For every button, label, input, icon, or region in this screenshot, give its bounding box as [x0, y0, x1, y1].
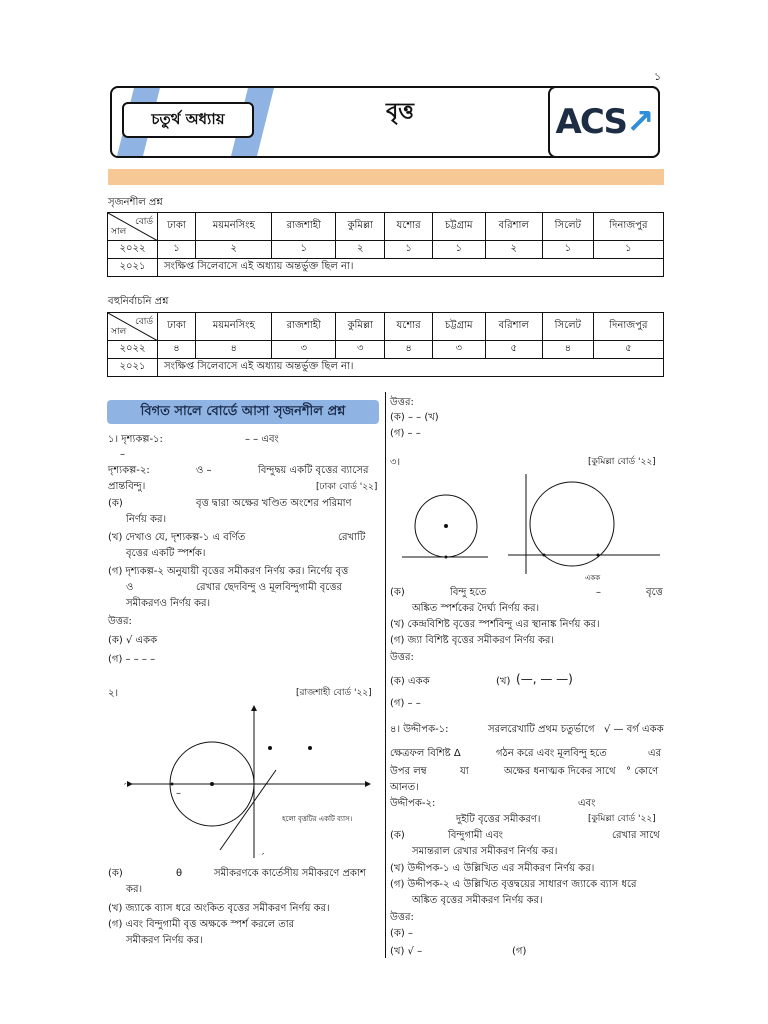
column-divider	[385, 392, 386, 958]
q4-line3d: ° কোণে	[626, 766, 659, 777]
board-header: কুমিল্লা	[336, 313, 385, 341]
year-cell: ২০২১	[108, 359, 158, 377]
q1-ka-text: বৃত্ত দ্বারা অক্ষের খণ্ডিত অংশের পরিমাণ	[196, 498, 352, 509]
count-cell: ৪	[542, 341, 593, 359]
q4-line2c: এর	[648, 748, 662, 759]
q2-ka-theta: θ	[176, 868, 183, 879]
count-cell: ১	[385, 241, 432, 259]
q3-answer-ka: (ক) একক	[390, 676, 430, 687]
q2-ka-label: (ক)	[108, 868, 123, 879]
count-cell: ৪	[196, 341, 272, 359]
q2-ga-text2: সমীকরণ নির্ণয় কর।	[126, 935, 203, 946]
logo-text: ACS	[555, 102, 626, 142]
page-number: ১	[654, 70, 662, 83]
q4-source: [কুমিল্লা বোর্ড '২২]	[588, 814, 656, 824]
q2-fig-tick: ′	[124, 782, 127, 793]
syllabus-note: সংক্ষিপ্ত সিলেবাসে এই অধ্যায় অন্তর্ভুক্ত ছিল না।	[158, 359, 664, 377]
q4-line1b: সরলরেখাটি প্রথম চতুর্ভাগে	[488, 724, 595, 735]
board-header: সিলেট	[542, 213, 593, 241]
q3-ka-dash: –	[596, 587, 601, 598]
q4-answer-ka: (ক) –	[390, 928, 413, 939]
board-header: যশোর	[385, 213, 432, 241]
corner-year: সাল	[111, 327, 127, 337]
board-header: রাজশাহী	[272, 213, 336, 241]
acs-logo	[556, 102, 653, 142]
board-header: সিলেট	[542, 313, 593, 341]
q2-fig-dash: –	[176, 788, 181, 799]
creative-section-label: সৃজনশীল প্রশ্ন	[108, 197, 163, 208]
q3-ka-text: বিন্দু হতে	[450, 587, 487, 598]
q4-ga-text2: অঙ্কিত বৃত্তের সমীকরণ নির্ণয় কর।	[412, 895, 543, 906]
q2-source: [রাজশাহী বোর্ড '২২]	[296, 688, 372, 698]
q4-line2b: গঠন করে এবং মূলবিন্দু হতে	[496, 748, 607, 759]
table-row	[108, 259, 664, 277]
corner-board: বোর্ড	[135, 317, 153, 327]
q4-line5a: উদ্দীপক-২:	[390, 798, 436, 809]
board-header: দিনাজপুর	[593, 213, 663, 241]
q4-answer-label: উত্তর:	[390, 912, 414, 923]
q4-line1a: ৪। উদ্দীপক-১:	[390, 724, 449, 735]
q1-line3a: দৃশ্যকল্প-২:	[108, 465, 150, 476]
q2-kha-text: (খ) জ্যাকে ব্যাস ধরে অংকিত বৃত্তের সমীকরণ নির্ণয় কর।	[108, 903, 330, 914]
count-cell: ৩	[432, 341, 485, 359]
board-header: ময়মনসিংহ	[196, 213, 272, 241]
q4-line1c: √ — বর্গ একক	[604, 724, 664, 735]
mcq-section-label: বহুনির্বাচনি প্রশ্ন	[108, 296, 169, 307]
count-cell: ১	[593, 241, 663, 259]
q4-line6: দুইটি বৃত্তের সমীকরণ।	[456, 814, 541, 825]
q3-ga-text: (গ) জ্যা বিশিষ্ট বৃত্তের সমীকরণ নির্ণয় কর।	[390, 635, 555, 646]
prev-answer-ga: (গ) – –	[390, 428, 421, 439]
table-corner	[108, 213, 158, 241]
corner-year: সাল	[111, 227, 127, 237]
q1-kha-text2: রেখাটি	[338, 532, 366, 543]
logo-arrow-icon: ↗	[625, 102, 653, 142]
q2-ka-text2: কর।	[126, 884, 143, 895]
q3-fig-label: একক	[585, 574, 601, 582]
table-corner	[108, 313, 158, 341]
q1-line2: –	[120, 449, 125, 460]
table-row	[108, 359, 664, 377]
board-header: ঢাকা	[158, 313, 196, 341]
q4-answer-kha: (খ) √ –	[390, 946, 423, 957]
board-header: ময়মনসিংহ	[196, 313, 272, 341]
count-cell: ৫	[593, 341, 663, 359]
count-cell: ৪	[385, 341, 432, 359]
creative-board-table	[107, 212, 664, 277]
chapter-title: বৃত্ত	[386, 99, 414, 124]
q4-line2a: ক্ষেত্রফল বিশিষ্ট Δ	[390, 748, 461, 759]
year-cell: ২০২২	[108, 241, 158, 259]
q3-ka-text3: অঙ্কিত স্পর্শকের দৈর্ঘ্য নির্ণয় কর।	[412, 603, 540, 614]
q2-circle-figure	[120, 700, 380, 865]
q4-line4: আনত।	[390, 782, 419, 793]
q1-line1b: – – এবং	[245, 434, 279, 445]
q1-source: [ঢাকা বোর্ড '২২]	[316, 482, 378, 492]
board-header: চট্টগ্রাম	[432, 313, 485, 341]
q3-answer-label: উত্তর:	[390, 652, 414, 663]
q1-ka-text2: নির্ণয় কর।	[126, 514, 167, 525]
q3-answer-kha-value: (—, — —)	[516, 672, 573, 686]
q3-answer-ga: (গ) – –	[390, 698, 421, 709]
q1-kha-text: (খ) দেখাও যে, দৃশ্যকল্প-১ এ বর্ণিত	[108, 532, 246, 543]
prev-answer-ka: (ক) – – (খ)	[390, 412, 439, 423]
board-header: বরিশাল	[485, 213, 542, 241]
q1-ka-label: (ক)	[108, 498, 123, 509]
count-cell: ১	[542, 241, 593, 259]
q1-ga-text2: ও	[126, 582, 134, 593]
prev-answer-label: উত্তর:	[390, 397, 414, 408]
past-board-questions-heading: বিগত সালে বোর্ডে আসা সৃজনশীল প্রশ্ন	[107, 400, 379, 424]
board-header: চট্টগ্রাম	[432, 213, 485, 241]
q1-ga-text4: সমীকরণও নির্ণয় কর।	[126, 598, 211, 609]
table-row	[108, 241, 664, 259]
q1-line3c: বিন্দুদ্বয় একটি বৃত্তের ব্যাসের	[258, 465, 369, 476]
q3-circles-figure	[398, 470, 668, 582]
q1-ga-text3: রেখার ছেদবিন্দু ও মূলবিন্দুগামী বৃত্তের	[196, 582, 342, 593]
q3-answer-kha-text: —, — —	[520, 672, 569, 686]
q4-ga-text: (গ) উদ্দীপক-২ এ উল্লিখিত বৃত্তদ্বয়ের সাধারণ জ্যাকে ব্যাস ধরে	[390, 879, 637, 890]
logo-box	[548, 86, 660, 158]
q4-line3a: উপর লম্ব	[390, 766, 427, 777]
q1-line4: প্রান্তবিন্দু।	[108, 481, 146, 492]
syllabus-note: সংক্ষিপ্ত সিলেবাসে এই অধ্যায় অন্তর্ভুক্ত ছিল না।	[158, 259, 664, 277]
count-cell: ৫	[485, 341, 542, 359]
q3-number: ৩।	[390, 457, 401, 468]
board-header: যশোর	[385, 313, 432, 341]
q2-ka-text: সমীকরণকে কার্তেসীয় সমীকরণে প্রকাশ	[214, 868, 366, 879]
count-cell: ২	[485, 241, 542, 259]
q4-ka-label: (ক)	[390, 830, 405, 841]
q2-fig-tick: ′	[262, 852, 265, 863]
q1-line1: ১। দৃশ্যকল্প-১:	[108, 434, 163, 445]
q2-fig-label: হলো বৃত্তটির একটি ব্যাস।	[282, 815, 353, 823]
q4-ka-text: বিন্দুগামী এবং	[448, 830, 503, 841]
count-cell: ২	[196, 241, 272, 259]
count-cell: ১	[432, 241, 485, 259]
q1-kha-text3: বৃত্তের একটি স্পর্শক।	[126, 548, 206, 559]
q1-answer-ka: (ক) √ একক	[108, 635, 158, 646]
chapter-label: চতুর্থ অধ্যায়	[122, 102, 254, 138]
mcq-board-table	[107, 312, 664, 377]
q1-line3b: ও –	[196, 465, 212, 476]
orange-band	[108, 169, 664, 185]
q3-source: [কুমিল্লা বোর্ড '২২]	[588, 457, 656, 467]
count-cell: ১	[272, 241, 336, 259]
q4-line3b: যা	[460, 766, 469, 777]
board-header: রাজশাহী	[272, 313, 336, 341]
q1-ga-text: (গ) দৃশ্যকল্প-২ অনুযায়ী বৃত্তের সমীকরণ নির্ণয় কর। নির্ণেয় বৃত্ত	[108, 566, 349, 577]
q3-ka-text2: বৃত্তে	[646, 587, 663, 598]
q4-ka-text2: রেখার সাথে	[612, 830, 660, 841]
year-cell: ২০২১	[108, 259, 158, 277]
corner-board: বোর্ড	[135, 217, 153, 227]
q2-number: ২।	[108, 688, 119, 699]
q4-line5b: এবং	[578, 798, 596, 809]
board-header: কুমিল্লা	[336, 213, 385, 241]
q3-ka-label: (ক)	[390, 587, 405, 598]
count-cell: ৩	[272, 341, 336, 359]
q1-answer-ga: (গ) – – – –	[108, 654, 156, 665]
q4-line3c: অক্ষের ধনাত্মক দিকের সাথে	[504, 766, 616, 777]
q4-answer-ga: (গ)	[512, 946, 527, 957]
count-cell: ৩	[336, 341, 385, 359]
table-row	[108, 341, 664, 359]
board-header: বরিশাল	[485, 313, 542, 341]
count-cell: ৪	[158, 341, 196, 359]
q4-ka-text3: সমান্তরাল রেখার সমীকরণ নির্ণয় কর।	[412, 846, 558, 857]
board-header: দিনাজপুর	[593, 313, 663, 341]
q3-kha-text: (খ) কেন্দ্রবিশিষ্ট বৃত্তের স্পর্শবিন্দু এর স্থানাঙ্ক নির্ণয় কর।	[390, 619, 600, 630]
count-cell: ২	[336, 241, 385, 259]
count-cell: ১	[158, 241, 196, 259]
q2-ga-text: (গ) এবং বিন্দুগামী বৃত্ত অক্ষকে স্পর্শ করলে তার	[108, 919, 295, 930]
board-header: ঢাকা	[158, 213, 196, 241]
q4-kha-text: (খ) উদ্দীপক-১ এ উল্লিখিত এর সমীকরণ নির্ণয় কর।	[390, 863, 595, 874]
q1-answer-label: উত্তর:	[108, 616, 132, 627]
q3-answer-kha: (খ)	[496, 676, 511, 687]
year-cell: ২০২২	[108, 341, 158, 359]
